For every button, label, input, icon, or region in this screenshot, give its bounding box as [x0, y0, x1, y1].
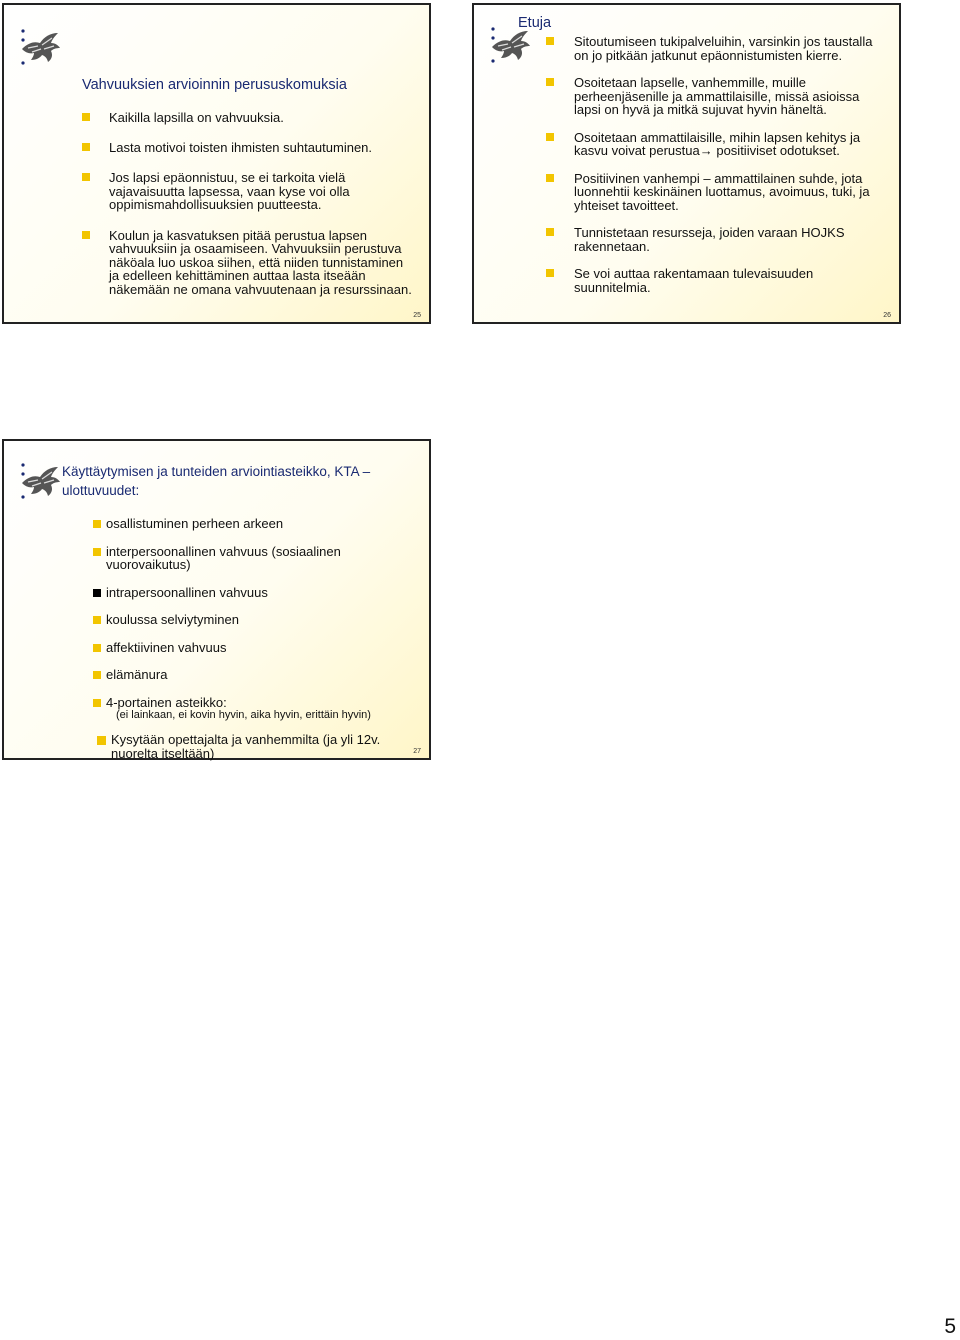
- list-item: Jos lapsi epäonnistuu, se ei tarkoita vielä vajavaisuutta lapsessa, vaan kyse voi olla oppimismahdollisuuksien puutteesta.: [82, 171, 412, 212]
- sheet-page-number: 5: [944, 1315, 956, 1338]
- slide-title: Vahvuuksien arvioinnin perususkomuksia: [82, 77, 347, 93]
- bullet-square-icon: [97, 736, 106, 745]
- bullet-square-icon: [93, 616, 101, 624]
- list-item: 4-portainen asteikko: (ei lainkaan, ei kovin hyvin, aika hyvin, erittäin hyvin): [93, 696, 418, 723]
- bullet-square-icon: [93, 699, 101, 707]
- bullet-square-icon: [93, 520, 101, 528]
- list-item: Kaikilla lapsilla on vahvuuksia.: [82, 111, 412, 125]
- list-item: Osoitetaan lapselle, vanhemmille, muille perheenjäsenille ja ammattilaisille, missä asioissa lapsi on hyvä ja mitkä sujuvat hyvin häneltä.: [546, 76, 886, 117]
- scale-note: (ei lainkaan, ei kovin hyvin, aika hyvin, erittäin hyvin): [116, 709, 371, 721]
- bullet-square-icon: [546, 269, 554, 277]
- bullet-square-icon: [82, 173, 90, 181]
- list-item: Se voi auttaa rakentamaan tulevaisuuden suunnitelmia.: [546, 267, 886, 294]
- list-item: intrapersoonallinen vahvuus: [93, 586, 418, 600]
- slide-25: [2, 3, 431, 324]
- bullet-square-icon: [93, 671, 101, 679]
- bird-logo-icon: [18, 461, 62, 501]
- bullet-square-icon: [546, 228, 554, 236]
- list-item: Koulun ja kasvatuksen pitää perustua lapsen vahvuuksiin ja osaamiseen. Vahvuuksiin perustuva näköala luo uskoa siihen, että niiden tunnistaminen ja edelleen kehittäminen auttaa lasta itseään näkemään ne omana vahvuutenaan ja resurssinaan.: [82, 229, 412, 297]
- bullet-square-icon: [82, 113, 90, 121]
- bullet-square-icon: [546, 78, 554, 86]
- slide-title: Etuja: [518, 15, 552, 31]
- bird-logo-icon: [488, 25, 532, 65]
- slide-26: [472, 3, 901, 324]
- list-item: Sitoutumiseen tukipalveluihin, varsinkin jos taustalla on jo pitkään jatkunut epäonnistumisten kierre.: [546, 35, 886, 62]
- slide-title: Käyttäytymisen ja tunteiden arviointiasteikko, KTA – ulottuvuudet:: [62, 464, 371, 498]
- page-number: 26: [883, 312, 891, 319]
- page-number: 25: [413, 312, 421, 319]
- bullet-list: [546, 35, 886, 294]
- bullet-square-icon: [82, 231, 90, 239]
- bullet-list: [93, 517, 418, 760]
- bullet-square-icon: [93, 548, 101, 556]
- list-item: Lasta motivoi toisten ihmisten suhtautuminen.: [82, 141, 412, 155]
- bullet-square-icon: [546, 174, 554, 182]
- list-item: Positiivinen vanhempi – ammattilainen suhde, jota luonnehtii keskinäinen luottamus, avoimuus, tuki, ja yhteiset tavoitteet.: [546, 172, 886, 213]
- bullet-square-icon: [93, 589, 101, 597]
- bullet-list: [82, 111, 412, 296]
- list-item: koulussa selviytyminen: [93, 613, 418, 627]
- bullet-square-icon: [82, 143, 90, 151]
- page-number: 27: [413, 748, 421, 755]
- list-item: elämänura: [93, 668, 418, 682]
- list-item: Tunnistetaan resursseja, joiden varaan HOJKS rakennetaan.: [546, 226, 886, 253]
- slide-27: [2, 439, 431, 760]
- list-item: osallistuminen perheen arkeen: [93, 517, 418, 531]
- bullet-square-icon: [546, 37, 554, 45]
- bullet-square-icon: [93, 644, 101, 652]
- list-item: Kysytään opettajalta ja vanhemmilta (ja yli 12v. nuorelta itseltään): [93, 733, 411, 760]
- bird-logo-icon: [18, 27, 62, 67]
- list-item: affektiivinen vahvuus: [93, 641, 418, 655]
- list-item: Osoitetaan ammattilaisille, mihin lapsen kehitys ja kasvu voivat perustua→ positiiviset odotukset.: [546, 131, 886, 158]
- bullet-square-icon: [546, 133, 554, 141]
- list-item: interpersoonallinen vahvuus (sosiaalinen vuorovaikutus): [93, 545, 418, 572]
